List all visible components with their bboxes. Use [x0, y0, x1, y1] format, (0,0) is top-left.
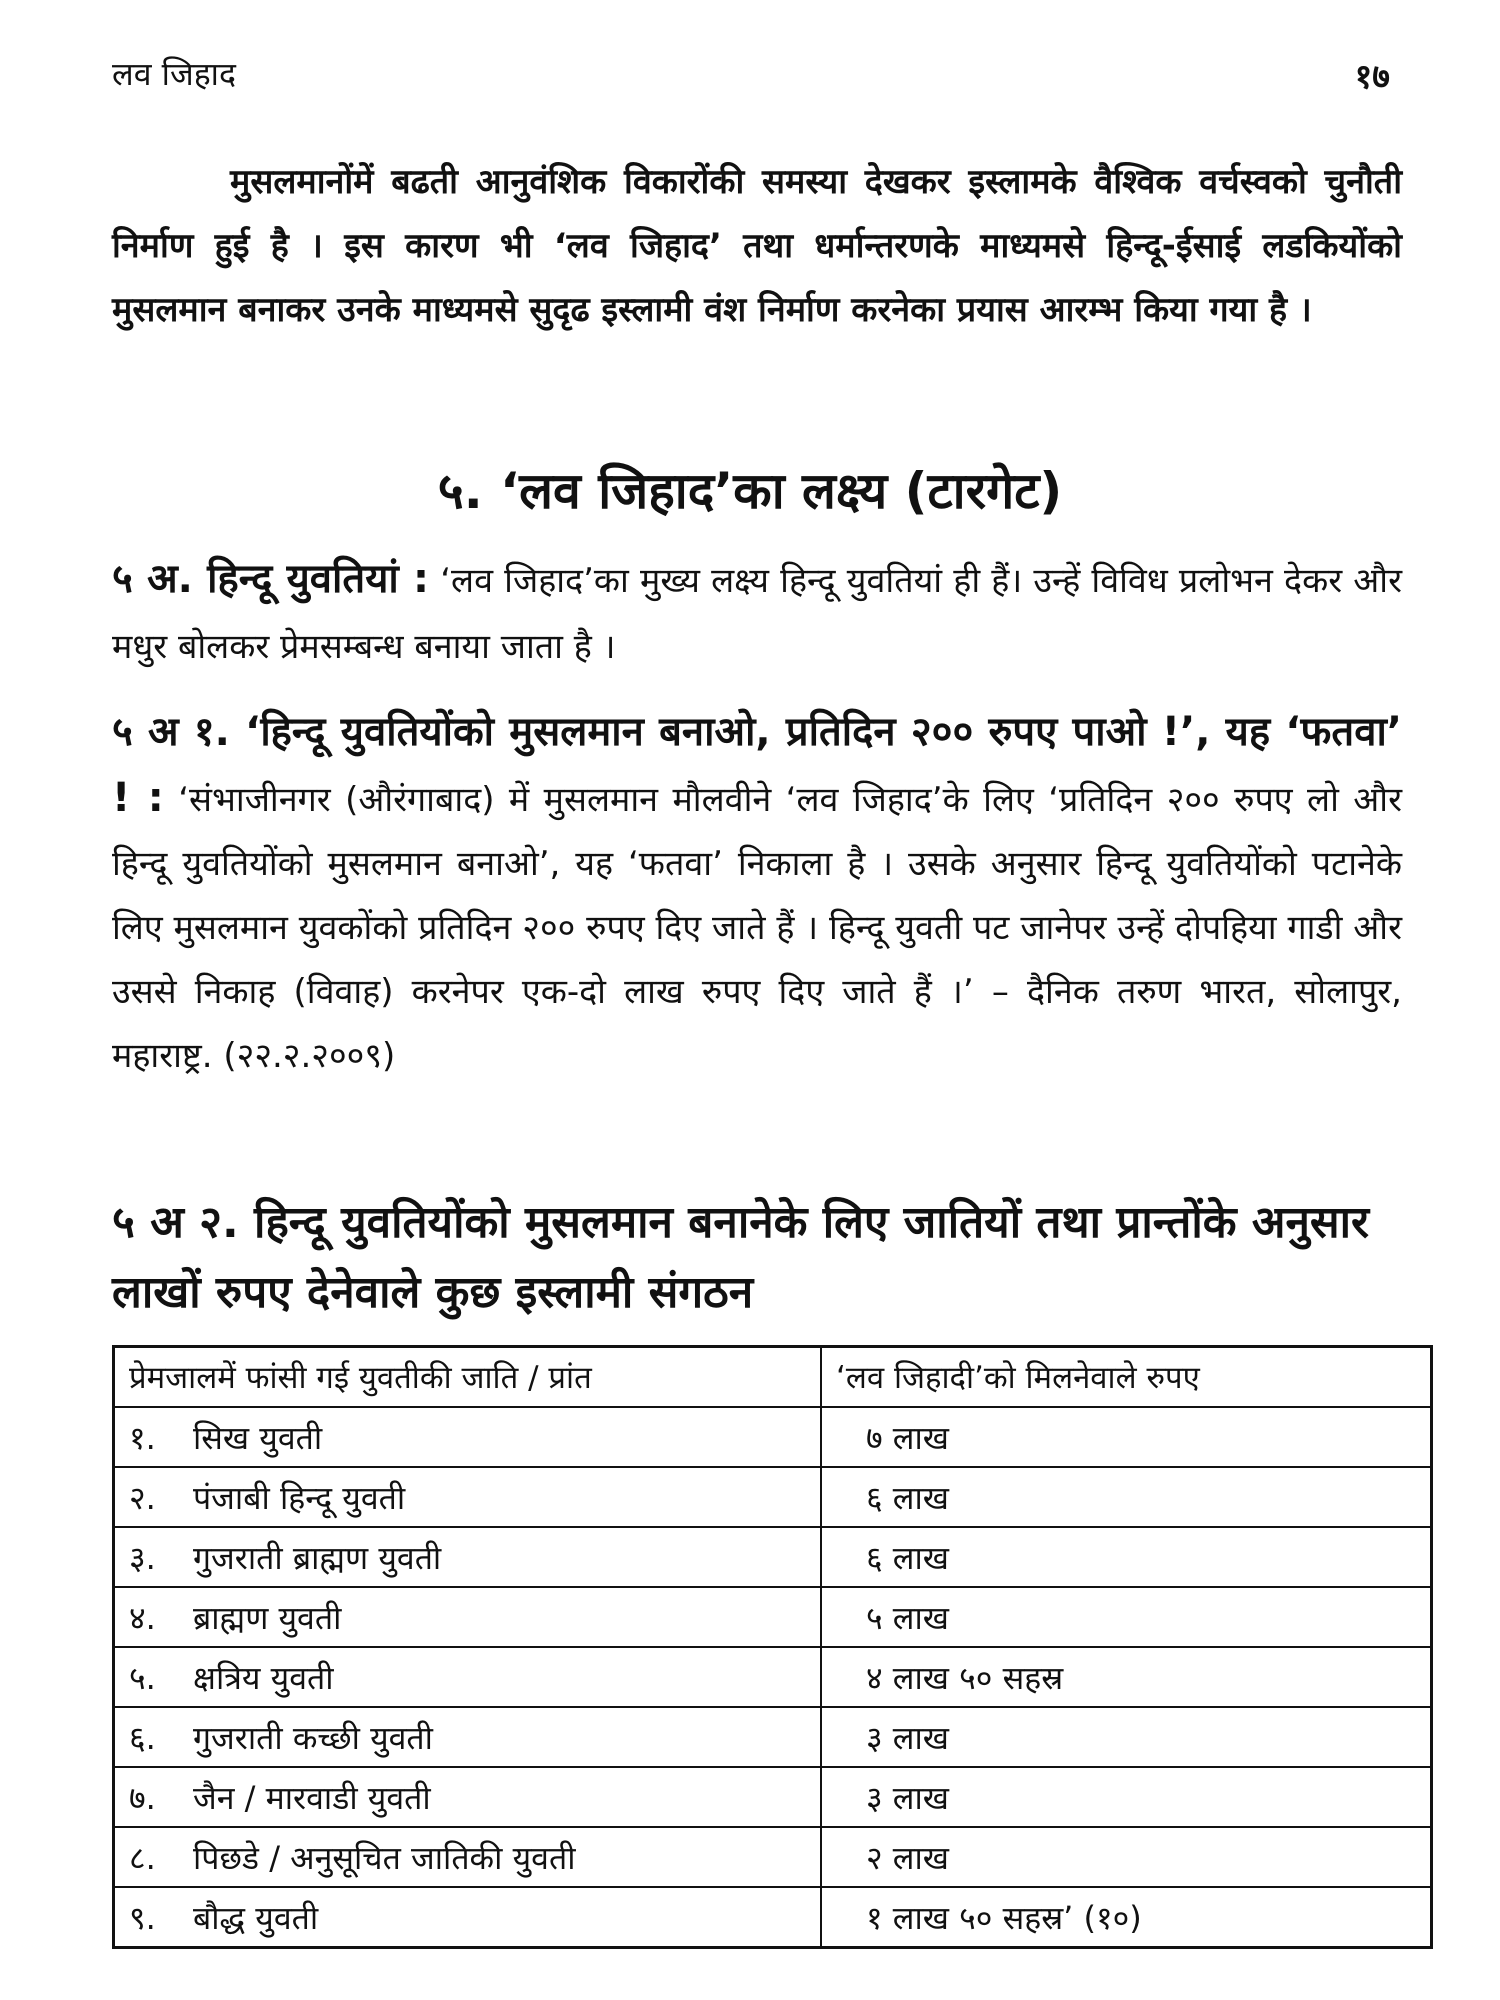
- caste-name: पंजाबी हिन्दू युवती: [193, 1478, 406, 1517]
- subsection-5a: [112, 546, 1402, 680]
- amount-cell: ५ लाख: [821, 1587, 1432, 1647]
- subsection-5a1: [112, 700, 1402, 1088]
- intro-paragraph: मुसलमानोंमें बढती आनुवंशिक विकारोंकी समस्या देखकर इस्लामके वैश्विक वर्चस्वको चुनौती निर्माण हुई है । इस कारण भी ‘लव जिहाद’ तथा धर्मान्तरणके माध्यमसे हिन्दू-ईसाई लडकियोंको मुसलमान बनाकर उनके माध्यमसे सुदृढ इस्लामी वंश निर्माण करनेका प्रयास आरम्भ किया गया है ।: [112, 162, 1402, 330]
- amount-cell: २ लाख: [821, 1827, 1432, 1887]
- table-row: [114, 1587, 1432, 1647]
- amount-cell: ४ लाख ५० सहस्र: [821, 1647, 1432, 1707]
- payment-table: [112, 1345, 1433, 1949]
- caste-name: क्षत्रिय युवती: [193, 1658, 334, 1697]
- table-row: [114, 1527, 1432, 1587]
- caste-name: गुजराती ब्राह्मण युवती: [193, 1538, 442, 1577]
- row-number: ८.: [129, 1838, 156, 1877]
- row-number: ३.: [129, 1538, 156, 1577]
- amount-cell: ७ लाख: [821, 1407, 1432, 1467]
- table-row: [114, 1707, 1432, 1767]
- row-number: २.: [129, 1478, 156, 1517]
- caste-cell: [114, 1827, 822, 1887]
- amount-cell: ३ लाख: [821, 1767, 1432, 1827]
- subsection-5a1-text: ‘संभाजीनगर (औरंगाबाद) में मुसलमान मौलवीने ‘लव जिहाद’के लिए ‘प्रतिदिन २०० रुपए लो और हिन्दू युवतियोंको मुसलमान बनाओ’, यह ‘फतवा’ निकाला है । उसके अनुसार हिन्दू युवतियोंको पटानेके लिए मुसलमान युवकोंको प्रतिदिन २०० रुपए दिए जाते हैं । हिन्दू युवती पट जानेपर उन्हें दोपहिया गाडी और उससे निकाह (विवाह) करनेपर एक-दो लाख रुपए दिए जाते हैं ।’ – दैनिक तरुण भारत, सोलापुर, महाराष्ट्र. (२२.२.२००९): [112, 780, 1402, 1076]
- caste-name: गुजराती कच्छी युवती: [193, 1718, 433, 1757]
- section-heading: ५. ‘लव जिहाद’का लक्ष्य (टारगेट): [437, 462, 1063, 520]
- row-number: ९.: [129, 1898, 156, 1937]
- running-title: लव जिहाद: [112, 55, 236, 93]
- subsection-5a1-heading: ५ अ १. ‘हिन्दू युवतियोंको मुसलमान बनाओ, प्रतिदिन २०० रुपए पाओ !’, यह ‘फतवा’ ! :: [112, 709, 1402, 821]
- amount-cell: ६ लाख: [821, 1527, 1432, 1587]
- organisation-table-wrapper: [112, 1345, 1433, 1949]
- table-row: [114, 1767, 1432, 1827]
- row-number: ४.: [129, 1598, 156, 1637]
- caste-cell: [114, 1467, 822, 1527]
- caste-name: जैन / मारवाडी युवती: [193, 1778, 431, 1817]
- table-row: [114, 1467, 1432, 1527]
- table-body: [114, 1407, 1432, 1948]
- amount-cell: ६ लाख: [821, 1467, 1432, 1527]
- amount-cell: १ लाख ५० सहस्र’ (१०): [821, 1887, 1432, 1948]
- table-row: [114, 1647, 1432, 1707]
- subsection-5a-text: ‘लव जिहाद’का मुख्य लक्ष्य हिन्दू युवतियां ही हैं। उन्हें विविध प्रलोभन देकर और मधुर बोलकर प्रेमसम्बन्ध बनाया जाता है ।: [112, 561, 1402, 667]
- caste-cell: [114, 1407, 822, 1467]
- caste-name: ब्राह्मण युवती: [193, 1598, 342, 1637]
- subsection-5a-heading: ५ अ. हिन्दू युवतियां :: [112, 556, 430, 602]
- row-number: ७.: [129, 1778, 156, 1817]
- row-number: १.: [129, 1418, 156, 1457]
- caste-cell: [114, 1527, 822, 1587]
- subsection-5a2-heading: ५ अ २. हिन्दू युवतियोंको मुसलमान बनानेके लिए जातियों तथा प्रान्तोंके अनुसार लाखों रुपए देनेवाले कुछ इस्लामी संगठन: [112, 1197, 1370, 1318]
- caste-cell: [114, 1587, 822, 1647]
- table-row: [114, 1827, 1432, 1887]
- caste-cell: [114, 1767, 822, 1827]
- header-caste: प्रेमजालमें फांसी गई युवतीकी जाति / प्रांत: [114, 1347, 822, 1408]
- row-number: ५.: [129, 1658, 156, 1697]
- amount-cell: ३ लाख: [821, 1707, 1432, 1767]
- header-amount: ‘लव जिहादी’को मिलनेवाले रुपए: [821, 1347, 1432, 1408]
- caste-name: सिख युवती: [193, 1418, 323, 1457]
- row-number: ६.: [129, 1718, 156, 1757]
- table-header-row: [114, 1347, 1432, 1408]
- page-number: १७: [1354, 57, 1390, 97]
- caste-name: बौद्ध युवती: [193, 1898, 319, 1937]
- table-row: [114, 1887, 1432, 1948]
- caste-cell: [114, 1887, 822, 1948]
- caste-cell: [114, 1707, 822, 1767]
- caste-cell: [114, 1647, 822, 1707]
- caste-name: पिछडे / अनुसूचित जातिकी युवती: [193, 1838, 576, 1877]
- table-row: [114, 1407, 1432, 1467]
